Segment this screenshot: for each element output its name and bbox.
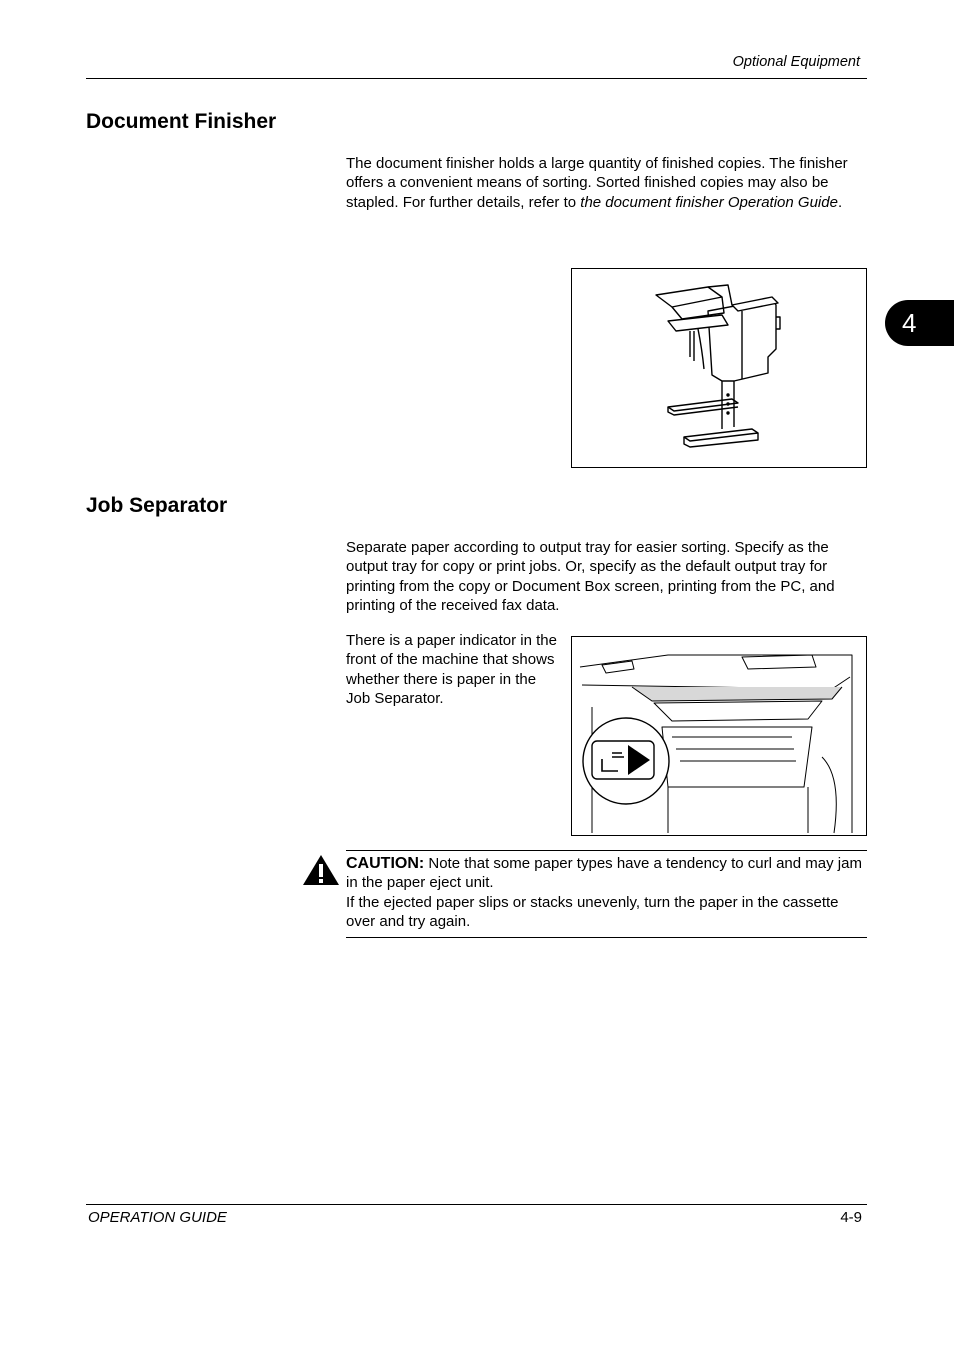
chapter-tab: 4 <box>885 300 954 346</box>
caution-line-2: If the ejected paper slips or stacks unevenly, turn the paper in the cassette over and try again. <box>346 893 839 930</box>
finisher-text-end: . <box>837 193 843 211</box>
running-header: Optional Equipment <box>732 54 860 70</box>
document-finisher-drawing <box>572 269 865 466</box>
paper-indicator-description: There is a paper indicator in the front of the machine that shows whether there is paper in the Job Separator. <box>346 632 557 707</box>
paper-indicator-callout <box>583 718 669 804</box>
footer-guide-title: OPERATION GUIDE <box>88 1209 227 1226</box>
footer-rule <box>86 1204 867 1205</box>
job-separator-illustration <box>571 636 867 836</box>
finisher-description <box>346 154 866 212</box>
caution-line-1: Note that some paper types have a tendency to curl and may jam in the paper eject unit. <box>346 855 862 892</box>
caution-text <box>346 854 868 931</box>
finisher-guide-reference: the document finisher Operation Guide <box>580 193 838 211</box>
section-heading-job-separator: Job Separator <box>86 494 228 517</box>
separator-description: Separate paper according to output tray for easier sorting. Specify as the output tray for copy or print jobs. Or, specify as the default output tray for printing from the copy or Document Box screen, printing from the PC, and printing of the received fax data. <box>346 539 835 614</box>
section-heading-document-finisher: Document Finisher <box>86 110 277 133</box>
footer-page-number: 4-9 <box>840 1209 862 1226</box>
caution-label: CAUTION: <box>346 855 425 872</box>
finisher-illustration <box>571 268 867 468</box>
caution-top-rule <box>346 850 867 851</box>
header-rule <box>86 78 867 79</box>
finisher-text: The document finisher holds a large quantity of finished copies. The finisher offers a convenient means of sorting. Sorted finished copies may also be stapled. For further details, refer to <box>346 155 848 211</box>
caution-bottom-rule <box>346 937 867 938</box>
warning-triangle-icon <box>302 853 340 887</box>
machine-front-drawing <box>572 637 865 834</box>
